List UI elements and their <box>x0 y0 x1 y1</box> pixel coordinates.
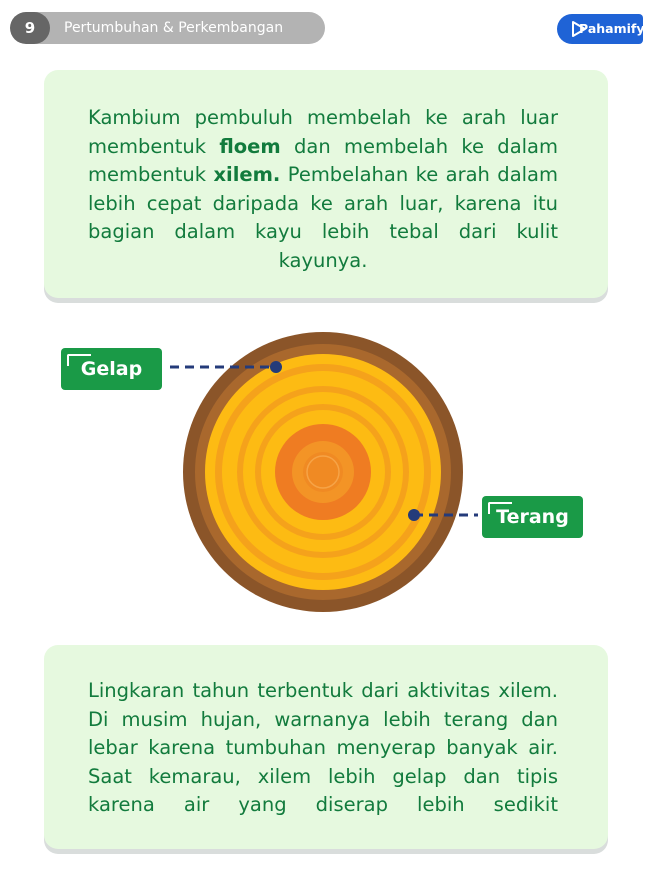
cambium-explanation-text: Kambium pembuluh membelah ke arah luar membentuk floem dan membelah ke dalam membentuk xilem. Pembelahan ke arah dalam lebih cepat daripada ke arah luar, karena itu bagian dalam kayu lebih tebal dari kulit kayunya. <box>88 106 559 272</box>
brand-logo <box>557 14 643 44</box>
cambium-explanation-card <box>44 70 608 298</box>
brand-name: Pahamify <box>579 21 645 36</box>
heartwood-core <box>303 452 343 492</box>
chapter-title: Pertumbuhan & Perkembangan <box>64 20 284 36</box>
floem-term: floem <box>219 134 281 158</box>
chapter-header <box>10 12 325 44</box>
growth-ring-explanation-text: Lingkaran tahun terbentuk dari aktivitas xilem. Di musim hujan, warnanya lebih terang dan lebar karena tumbuhan menyerap banyak air. Saat kemarau, xilem lebih gelap dan tipis karena air yang diserap lebih sedikit <box>88 679 558 816</box>
gelap-pointer-dot <box>270 361 282 373</box>
label-terang-text: Terang <box>496 506 569 528</box>
label-terang <box>482 496 583 538</box>
label-gelap <box>61 348 162 390</box>
terang-pointer-dot <box>408 509 420 521</box>
chapter-number: 9 <box>10 12 50 44</box>
label-gelap-text: Gelap <box>80 358 143 380</box>
tree-ring-diagram <box>0 320 656 630</box>
xilem-term: xilem. <box>213 163 281 186</box>
growth-ring-explanation-card <box>44 645 608 849</box>
